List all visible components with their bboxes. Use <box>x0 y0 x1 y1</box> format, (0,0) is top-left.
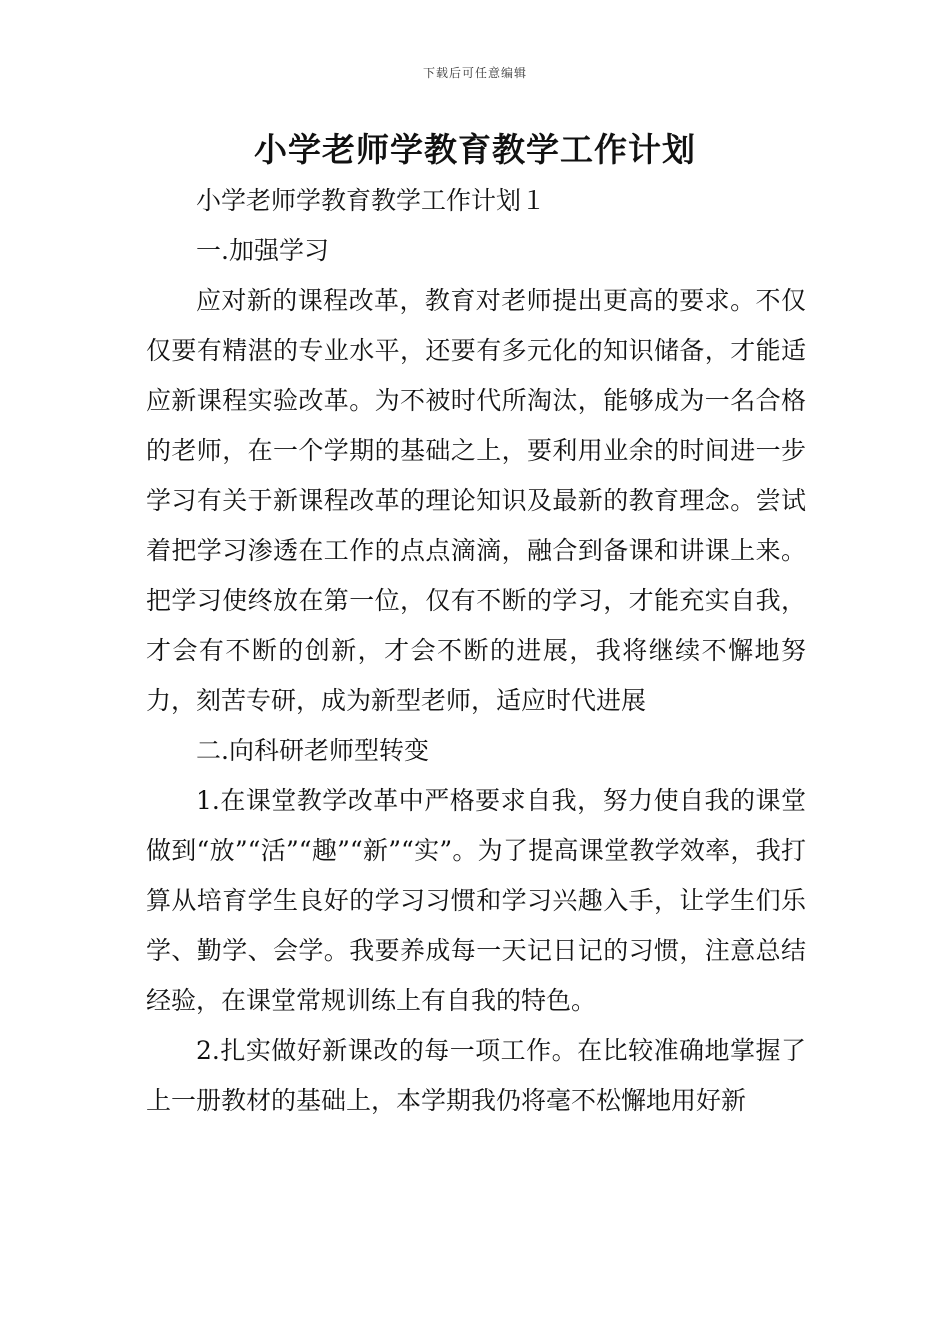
paragraph-1: 应对新的课程改革，教育对老师提出更高的要求。不仅仅要有精湛的专业水平，还要有多元化的知识储备，才能适应新课程实验改革。为不被时代所淘汰，能够成为一名合格的老师，在一个学期的基础之上，要利用业余的时间进一步学习有关于新课程改革的理论知识及最新的教育理念。尝试着把学习渗透在工作的点点滴滴，融合到备课和讲课上来。把学习使终放在第一位，仅有不断的学习，才能充实自我，才会有不断的创新，才会不断的进展，我将继续不懈地努力，刻苦专研，成为新型老师，适应时代进展 <box>146 286 806 715</box>
paragraph-3: 2.扎实做好新课改的每一项工作。在比较准确地掌握了上一册教材的基础上，本学期我仍将毫不松懈地用好新 <box>146 1036 806 1115</box>
section-heading-2: 二.向科研老师型转变 <box>196 736 429 765</box>
section-heading-1: 一.加强学习 <box>196 236 329 265</box>
document-title: 小学老师学教育教学工作计划 <box>254 130 696 169</box>
document-body <box>146 176 806 1126</box>
paragraph-2: 1.在课堂教学改革中严格要求自我，努力使自我的课堂做到“放”“活”“趣”“新”“实”。为了提高课堂教学效率，我打算从培育学生良好的学习习惯和学习兴趣入手，让学生们乐学、勤学、会学。我要养成每一天记日记的习惯，注意总结经验，在课堂常规训练上有自我的特色。 <box>146 786 806 1015</box>
document-subtitle: 小学老师学教育教学工作计划１ <box>196 186 547 215</box>
page-header-note: 下载后可任意编辑 <box>422 66 527 80</box>
